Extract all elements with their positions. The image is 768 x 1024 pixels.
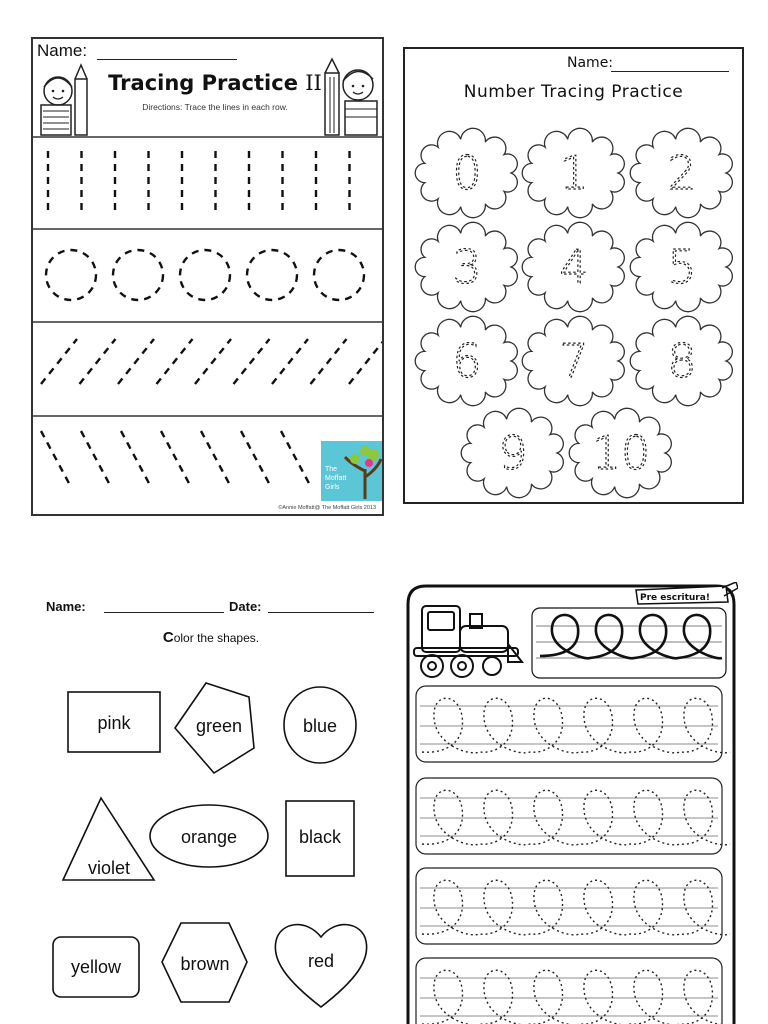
number-tracing-sheet [403,47,744,504]
tracing-rows [33,39,382,514]
logo-text-2: Moffatt [325,475,347,482]
title-text: Tracing Practice [108,71,298,95]
back-slash-trace [41,431,71,487]
dotted-number-3: 3 [452,240,482,294]
directions: Directions: Trace the lines in each row. [142,102,288,112]
back-slash-trace [281,431,311,487]
dotted-number-10: 10 [591,426,651,480]
back-slash-trace [201,431,231,487]
circle-trace [314,250,364,300]
name-label: Name: [46,599,86,614]
back-slash-trace [81,431,111,487]
circle-trace [247,250,297,300]
sheet-title: Number Tracing Practice [463,82,684,102]
back-slash-trace [161,431,191,487]
circle-trace [113,250,163,300]
dotted-number-7: 7 [559,334,589,388]
dotted-number-9: 9 [498,426,528,480]
forward-slash-trace [311,339,347,384]
dotted-loop-trace [422,790,730,845]
dotted-number-0: 0 [452,146,482,200]
shape-label-violet: violet [87,858,131,878]
forward-slash-trace [157,339,193,384]
dotted-number-4: 4 [559,240,589,294]
copyright: ©Annie Moffatt@ The Moffatt Girls 2013 [278,505,376,511]
forward-slash-trace [349,339,382,384]
logo-text-1: The [325,466,338,473]
shape-label-yellow: yellow [70,957,122,977]
forward-slash-trace [80,339,116,384]
sample-loop-row [532,608,726,678]
dotted-number-5: 5 [667,240,697,294]
boy-pencil-illustration [325,59,377,135]
back-slash-trace [241,431,271,487]
color-shapes-sheet [36,585,386,1024]
tracing-practice-sheet [31,37,384,516]
forward-slash-trace [41,339,77,384]
shape-label-blue: blue [302,716,338,736]
forward-slash-trace [195,339,231,384]
dotted-loop-trace [422,698,730,753]
shape-label-red: red [307,951,335,971]
circle-trace [46,250,96,300]
shape-label-pink: pink [97,713,131,733]
forward-slash-trace [234,339,270,384]
shape-label-black: black [298,827,342,847]
logo-text-3: Girls [325,484,340,491]
dotted-number-1: 1 [559,146,589,200]
badge-text: Pre escritura! [640,593,710,603]
instruction-text: olor the shapes. [173,631,260,645]
instruction-initial: C [162,629,174,646]
train-illustration [414,606,522,677]
shape-label-orange: orange [180,827,238,847]
shapes-area [36,585,386,1024]
forward-slash-trace [118,339,154,384]
dotted-number-2: 2 [667,146,697,200]
dotted-number-6: 6 [452,334,482,388]
shape-label-green: green [195,716,243,736]
moffatt-girls-logo [321,441,382,501]
pre-writing-art [404,582,738,1024]
dotted-number-8: 8 [667,334,697,388]
name-label: Name: [37,41,88,60]
pre-writing-sheet [404,582,738,1024]
shape-label-brown: brown [180,954,230,974]
name-label: Name: [567,55,614,71]
date-label: Date: [229,599,262,614]
forward-slash-trace [272,339,308,384]
circle-trace [180,250,230,300]
dotted-loop-trace [422,880,730,935]
number-clouds [405,49,742,502]
back-slash-trace [121,431,151,487]
title-numeral: II [305,71,322,95]
girl-pencil-illustration [41,65,87,135]
